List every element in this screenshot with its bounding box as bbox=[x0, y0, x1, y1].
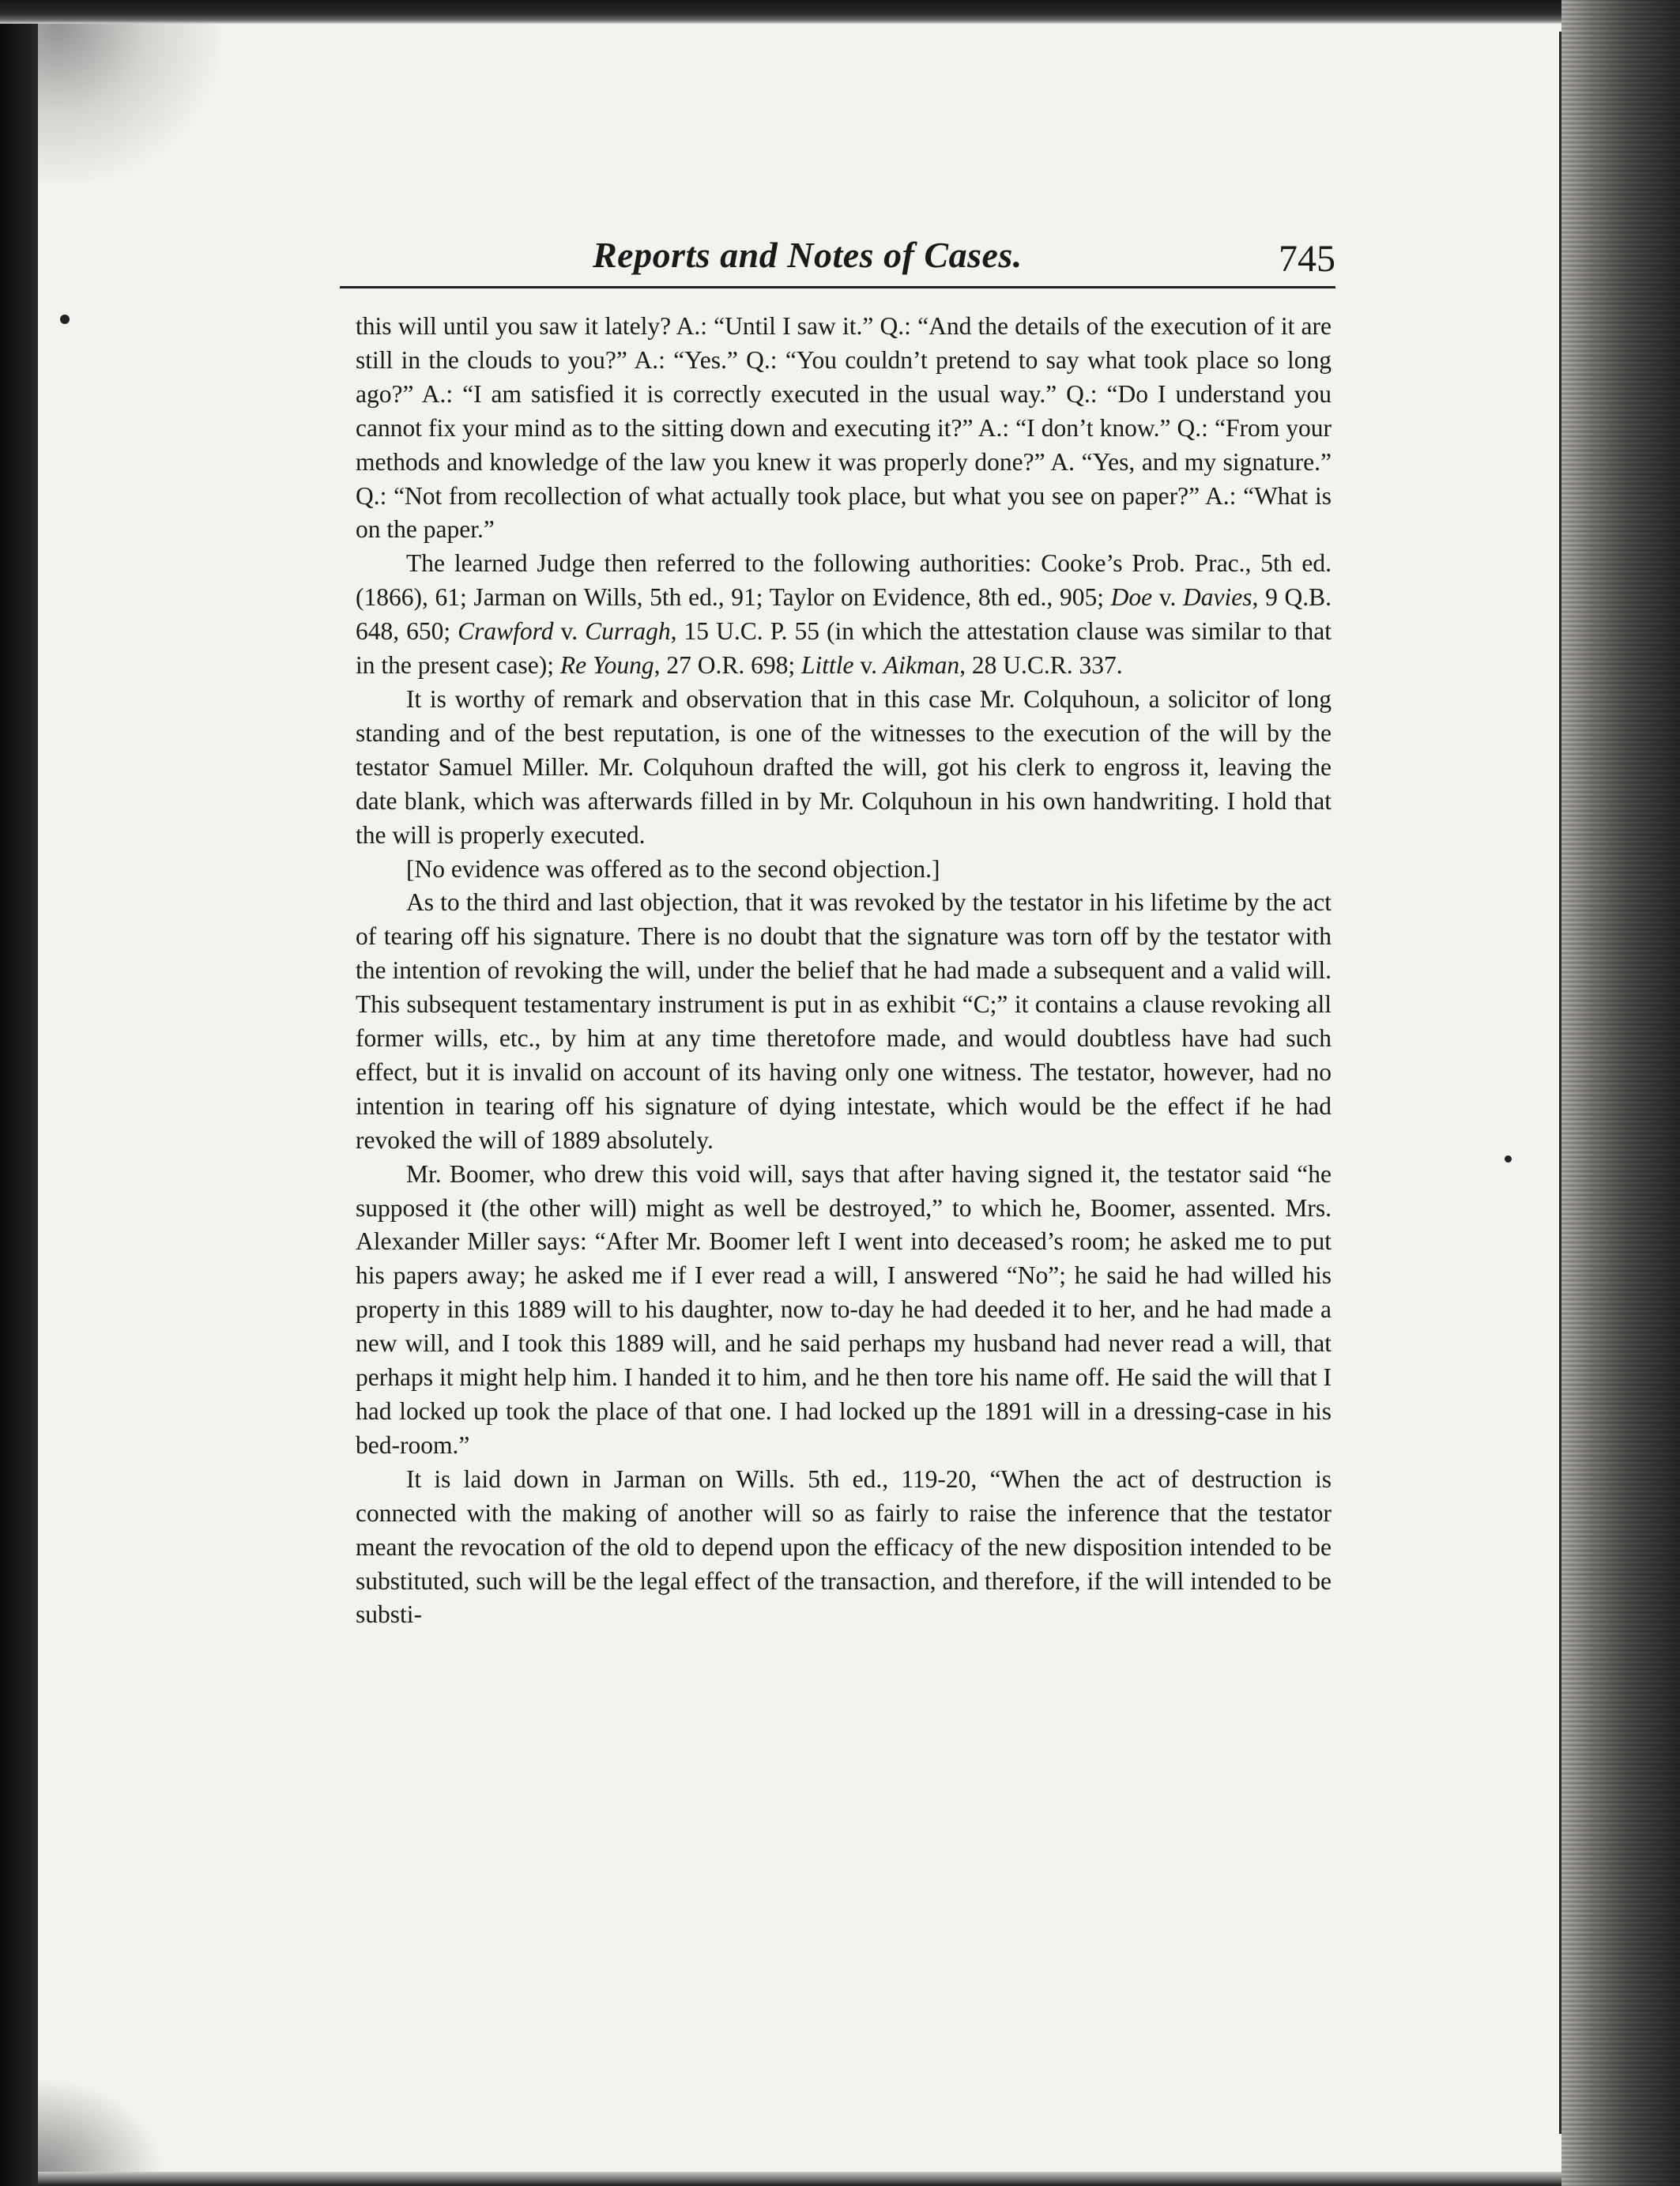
page-header bbox=[340, 234, 1335, 289]
case-name: Aikman bbox=[883, 651, 960, 680]
body-text bbox=[356, 310, 1332, 1632]
citation-text: , 9 Q.B. 648, 650; bbox=[356, 583, 1332, 646]
header-rule bbox=[340, 286, 1335, 288]
citation-text: v. bbox=[1152, 583, 1184, 612]
scan-bottom-border bbox=[38, 2172, 1561, 2186]
paragraph: It is worthy of remark and observation that in this case Mr. Colquhoun, a solicitor of long standing and of the best reputation, is one of the witnesses to the execution of the will by the testator Samuel Miller. Mr. Colquhoun drafted the will, got his clerk to engross it, leaving the date blank, which was afterwards filled in by Mr. Colquhoun in his own handwriting. I hold that the will is properly executed. bbox=[356, 684, 1332, 849]
citation-text: , 28 U.C.R. 337. bbox=[959, 651, 1123, 680]
margin-dot bbox=[60, 315, 70, 324]
scan-bottom-smudge bbox=[38, 2077, 164, 2172]
scan-top-border bbox=[0, 0, 1680, 24]
case-name: Re Young bbox=[559, 651, 654, 680]
citation-text: , 15 U.C. P. 55 (in which the attestation clause was similar to that in the present case); bbox=[356, 617, 1332, 680]
paragraph-citations bbox=[356, 547, 1332, 683]
paragraph: It is laid down in Jarman on Wills. 5th ed., 119-20, “When the act of destruction is connected with the making of another will so as fairly to raise the inference that the testator meant the revocation of the old to depend upon the efficacy of the new disposition intended to be substituted, such will be the legal effect of the transaction, and therefore, if the will intended to be substi- bbox=[356, 1464, 1332, 1629]
scan-top-smudge bbox=[38, 24, 220, 182]
paragraph: As to the third and last objection, that it was revoked by the testator in his lifetime by the act of tearing off his signature. There is no doubt that the signature was torn off by the testator with the intention of revoking the will, under the belief that he had made a subsequent and a valid will. This subsequent testamentary instrument is put in as exhibit “C;” it contains a clause revoking all former wills, etc., by him at any time theretofore made, and would doubtless have had such effect, but it is invalid on account of its having only one witness. The testator, however, had no intention in tearing off his signature of dying intestate, which would be the effect if he had revoked the will of 1889 absolutely. bbox=[356, 888, 1332, 1154]
scan-right-gutter bbox=[1561, 0, 1680, 2186]
case-name: Little bbox=[801, 651, 854, 680]
scan-left-border bbox=[0, 0, 38, 2186]
case-name: Doe bbox=[1110, 583, 1153, 612]
case-name: Crawford bbox=[458, 617, 554, 646]
citation-text: , 27 O.R. 698; bbox=[654, 651, 802, 680]
page-number: 745 bbox=[1279, 238, 1335, 280]
paragraph: this will until you saw it lately? A.: “Until I saw it.” Q.: “And the details of the execution of it are still in the clouds to you?” A.: “Yes.” Q.: “You couldn’t pretend to say what took place so long ago?” A.: “I am satisfied it is correctly executed in the usual way.” Q.: “Do I understand you cannot fix your mind as to the sitting down and executing it?” A.: “I don’t know.” Q.: “From your methods and knowledge of the law you knew it was properly done?” A. “Yes, and my signature.” Q.: “Not from recollection of what actually took place, but what you see on paper?” A.: “What is on the paper.” bbox=[356, 312, 1332, 544]
citation-text: v. bbox=[553, 617, 586, 646]
case-name: Curragh bbox=[585, 617, 671, 646]
paragraph-note: [No evidence was offered as to the second objection.] bbox=[406, 854, 940, 883]
citation-text: v. bbox=[853, 651, 883, 680]
citation-text: The learned Judge then referred to the following authorities: Cooke’s Prob. Prac., 5th ed. (1866), 61; Jarman on Wills, 5th ed., 91; Taylor on Evidence, 8th ed., 905; bbox=[356, 549, 1332, 612]
running-title: Reports and Notes of Cases. bbox=[593, 235, 1023, 275]
case-name: Davies bbox=[1183, 583, 1252, 612]
margin-dot bbox=[1505, 1155, 1512, 1163]
paragraph: Mr. Boomer, who drew this void will, says that after having signed it, the testator said “he supposed it (the other will) might as well be destroyed,” to which he, Boomer, assented. Mrs. Alexander Miller says: “After Mr. Boomer left I went into deceased’s room; he asked me to put his papers away; he asked me if I ever read a will, I answered “No”; he said he had willed his property in this 1889 will to his daughter, now to-day he had deeded it to her, and he had made a new will, and I took this 1889 will, and he said perhaps my husband had never read a will, that perhaps it might help him. I handed it to him, and he then tore his name off. He said the will that I had locked up took the place of that one. I had locked up the 1891 will in a dressing-case in his bed-room.” bbox=[356, 1159, 1332, 1459]
